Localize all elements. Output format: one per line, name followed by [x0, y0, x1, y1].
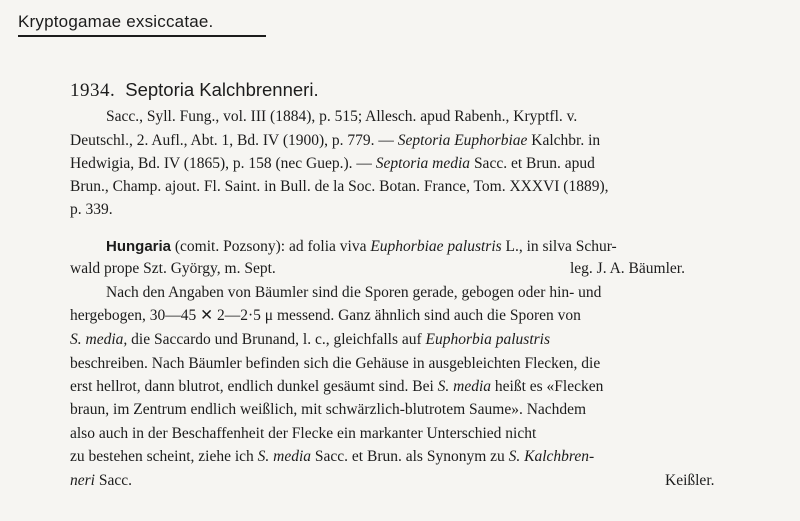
notes-line-9: neri Sacc. — [70, 472, 132, 489]
notes-line-3: S. media, die Saccardo und Brunand, l. c., gleichfalls auf Euphorbia palustris — [70, 331, 550, 348]
collector: leg. J. A. Bäumler. — [570, 260, 685, 277]
notes-line-8: zu bestehen scheint, ziehe ich S. media Sacc. et Brun. als Synonym zu S. Kalchbren- — [70, 448, 595, 465]
notes-line-1: Nach den Angaben von Bäumler sind die Sporen gerade, gebogen oder hin- und — [106, 284, 602, 301]
locality-line-1: Hungaria (comit. Pozsony): ad folia viva Euphorbiae palustris L., in silva Schur- — [106, 238, 617, 255]
synonymy-line-3: Hedwigia, Bd. IV (1865), p. 158 (nec Guep.). — Septoria media Sacc. et Brun. apud — [70, 155, 595, 172]
notes-line-5: erst hellrot, dann blutrot, endlich dunkel gesäumt sind. Bei S. media heißt es «Flecken — [70, 378, 604, 395]
collection-header: Kryptogamae exsiccatae. — [18, 12, 266, 37]
locality-line-2: wald prope Szt. György, m. Sept. — [70, 260, 276, 277]
entry-title — [70, 79, 319, 102]
notes-line-2: hergebogen, 30—45 ✕ 2—2·5 μ messend. Ganz ähnlich sind auch die Sporen von — [70, 307, 581, 324]
author: Keißler. — [665, 472, 715, 489]
country: Hungaria — [106, 238, 172, 255]
notes-line-4: beschreiben. Nach Bäumler befinden sich die Gehäuse in ausgebleichten Flecken, die — [70, 355, 601, 372]
notes-line-6: braun, im Zentrum endlich weißlich, mit schwärzlich-blutrotem Saume». Nachdem — [70, 401, 587, 418]
synonymy-line-4: Brun., Champ. ajout. Fl. Saint. in Bull. de la Soc. Botan. France, Tom. XXXVI (1889), — [70, 178, 609, 195]
species-name: Septoria Kalchbrenneri. — [125, 79, 319, 100]
synonymy-line-2: Deutschl., 2. Aufl., Abt. 1, Bd. IV (1900), p. 779. — Septoria Euphorbiae Kalchbr. in — [70, 132, 601, 149]
entry-number: 1934. — [70, 80, 116, 101]
synonymy-line-1: Sacc., Syll. Fung., vol. III (1884), p. 515; Allesch. apud Rabenh., Kryptfl. v. — [106, 108, 578, 125]
synonymy-line-5: p. 339. — [70, 201, 113, 218]
notes-line-7: also auch in der Beschaffenheit der Flecke ein markanter Unterschied nicht — [70, 425, 537, 442]
